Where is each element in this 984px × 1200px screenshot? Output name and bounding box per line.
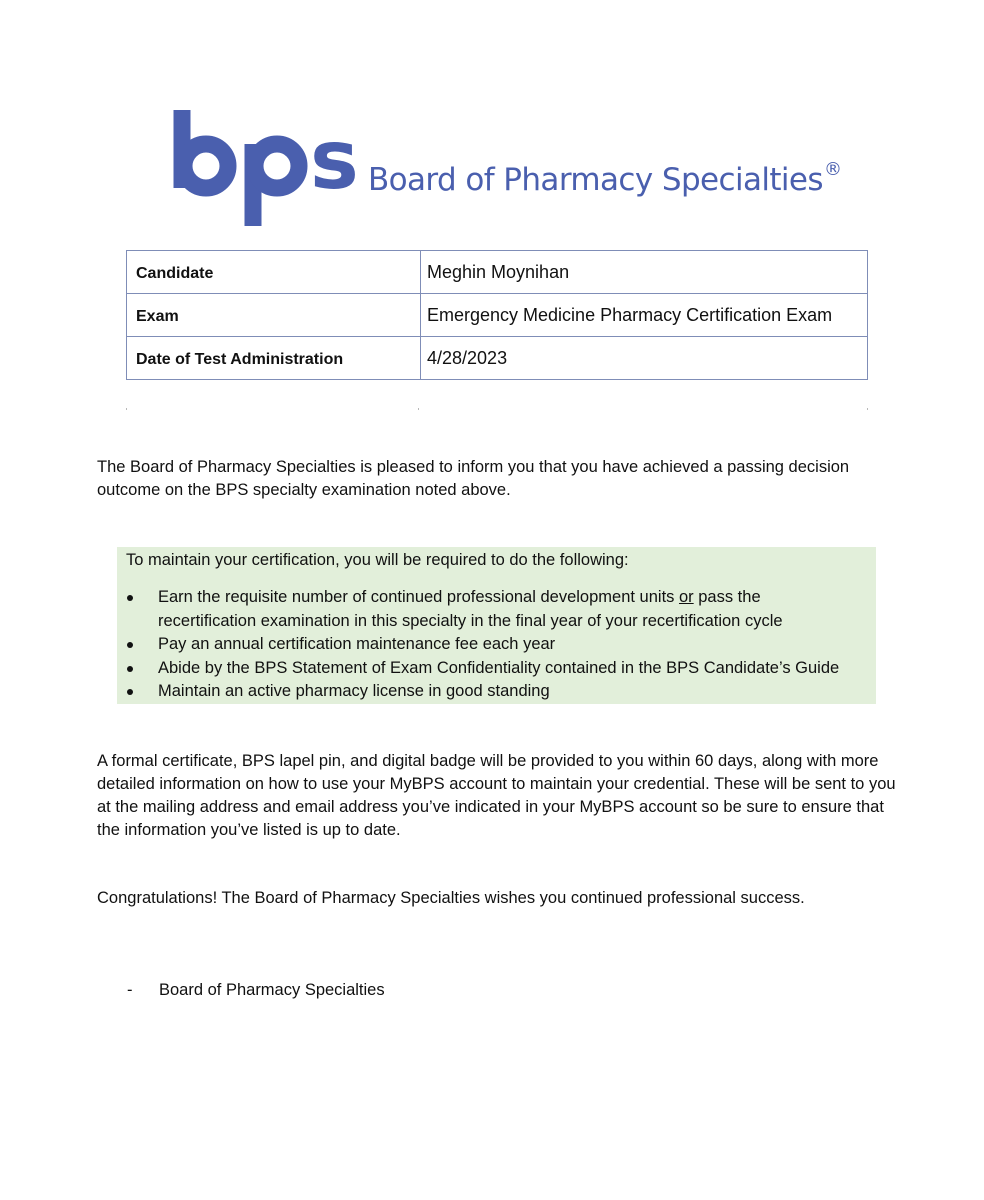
exam-label: Exam [127, 294, 421, 337]
congratulations-text: Congratulations! The Board of Pharmacy Specialties wishes you continued professional success. [97, 889, 805, 907]
bps-logo-mark [170, 100, 362, 232]
table-row [127, 294, 868, 337]
date-label: Date of Test Administration [127, 337, 421, 380]
date-value: 4/28/2023 [421, 337, 868, 380]
requirements-box [117, 547, 876, 704]
bullet-icon [127, 595, 133, 601]
requirements-title: To maintain your certification, you will be required to do the following: [126, 551, 629, 569]
svg-text:s: s [310, 113, 359, 208]
exam-value: Emergency Medicine Pharmacy Certification Exam [421, 294, 868, 337]
list-item: Maintain an active pharmacy license in good standing [117, 680, 857, 704]
candidate-value: Meghin Moynihan [421, 251, 868, 294]
table-edge-mark [418, 408, 419, 410]
table-row [127, 337, 868, 380]
table-row [127, 251, 868, 294]
certificate-paragraph: A formal certificate, BPS lapel pin, and digital badge will be provided to you within 60 days, along with more detailed information on how to use your MyBPS account to maintain your credential. These will be sent to you at the mailing address and email address you’ve indicated in your MyBPS account so be sure to ensure that the information you’ve listed is up to date. [97, 752, 896, 839]
bullet-icon [127, 642, 133, 648]
bps-logo [170, 100, 850, 232]
list-item: Pay an annual certification maintenance fee each year [117, 633, 857, 657]
intro-paragraph: The Board of Pharmacy Specialties is pleased to inform you that you have achieved a passing decision outcome on the BPS specialty examination noted above. [97, 458, 850, 499]
signature-name: Board of Pharmacy Specialties [159, 981, 385, 999]
bullet-icon [127, 689, 133, 695]
candidate-label: Candidate [127, 251, 421, 294]
candidate-info-table [126, 250, 868, 380]
table-edge-mark [867, 408, 868, 410]
bullet-icon [127, 666, 133, 672]
signature-dash: - [127, 981, 133, 999]
requirements-list [117, 586, 857, 704]
table-edge-mark [126, 408, 127, 410]
list-item: Abide by the BPS Statement of Exam Confidentiality contained in the BPS Candidate’s Guide [117, 657, 857, 681]
signature [127, 979, 385, 1002]
list-item: Earn the requisite number of continued professional development units or pass the recertification examination in this specialty in the final year of your recertification cycle [117, 586, 857, 633]
emphasis-or: or [678, 588, 694, 606]
bps-logo-wordmark: Board of Pharmacy Specialties® [368, 158, 842, 198]
registered-mark: ® [823, 158, 842, 180]
